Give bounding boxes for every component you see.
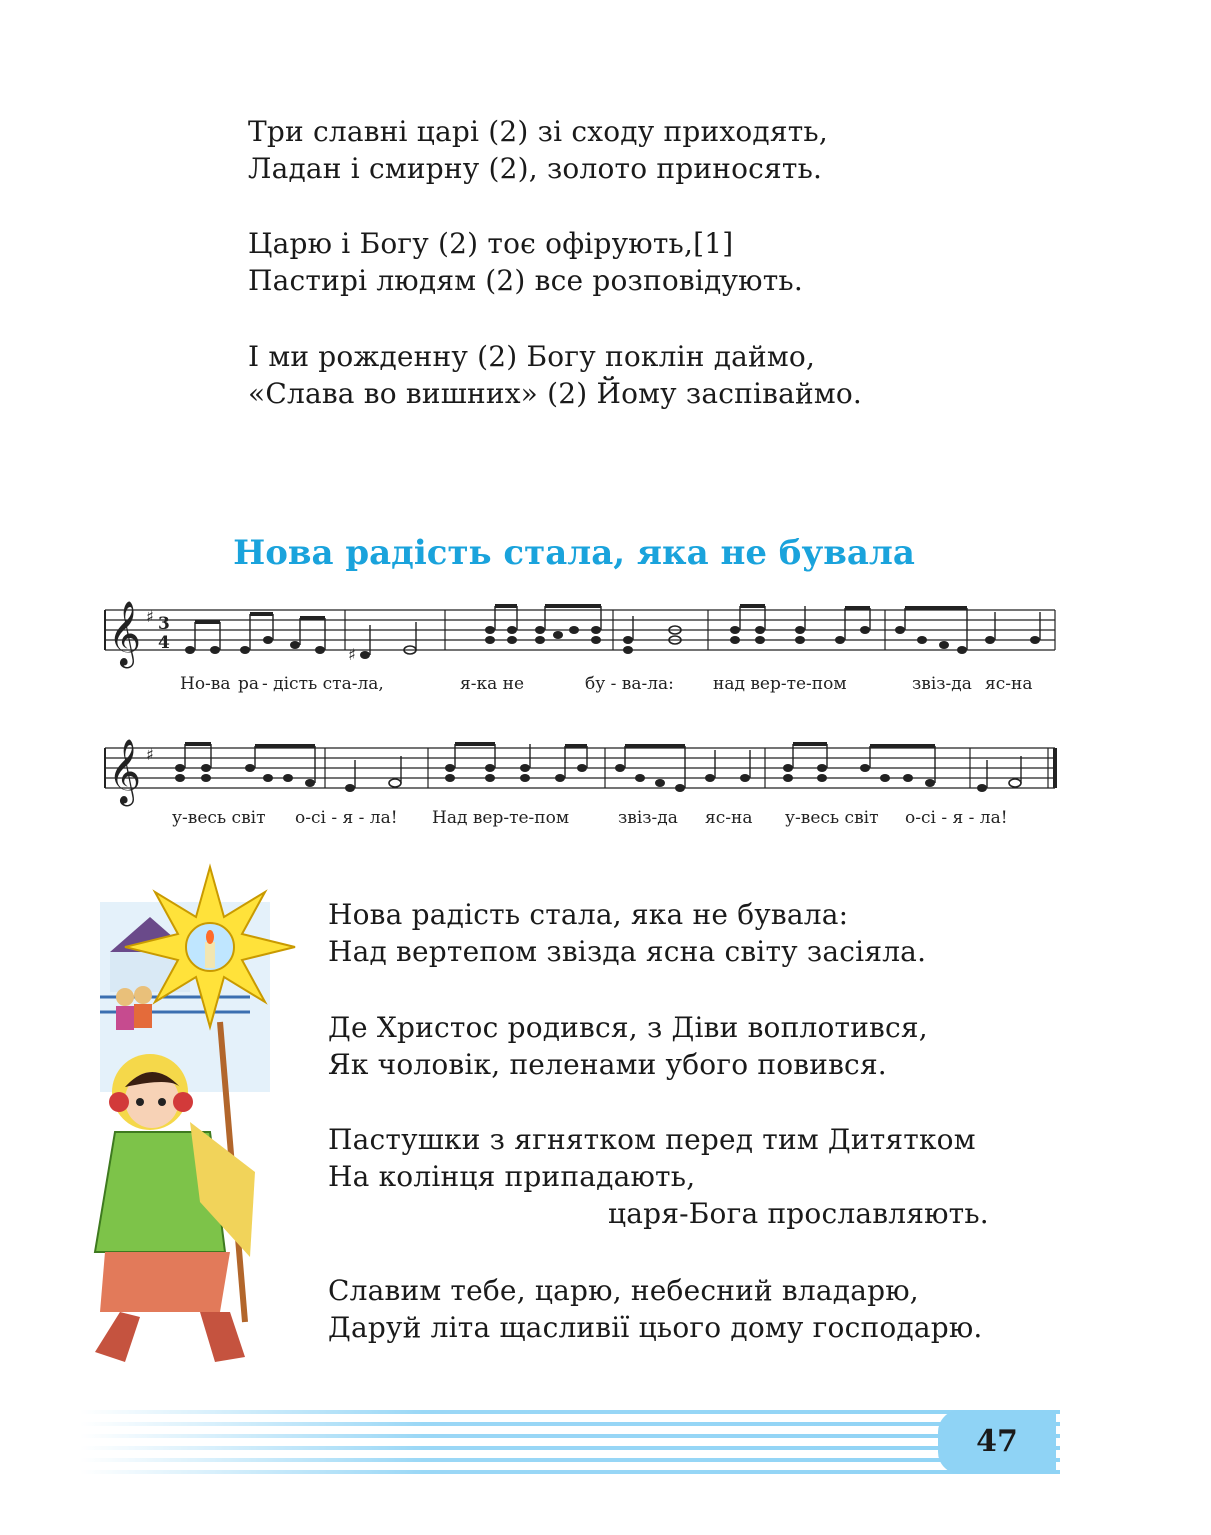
- key-signature-sharp: ♯: [146, 745, 154, 764]
- stanza-5: [328, 1009, 928, 1083]
- stanza-line: Де Христос родився, з Діви воплотився,: [328, 1011, 928, 1044]
- music-staff-2: [100, 738, 1060, 808]
- stanza-line: Як чоловік, пеленами убого повився.: [328, 1048, 887, 1081]
- svg-text:♯: ♯: [348, 645, 356, 664]
- stanza-line: На колінця припадають,: [328, 1160, 696, 1193]
- lyric-syllable: яс-на: [705, 808, 753, 828]
- lyric-syllable: у-весь світ: [785, 808, 879, 828]
- stanza-line: Ладан і смирну (2), золото приносять.: [248, 152, 823, 185]
- lyric-syllable: ра: [238, 674, 260, 694]
- key-signature-sharp: ♯: [146, 607, 154, 626]
- stanza-line: Славим тебе, царю, небесний владарю,: [328, 1274, 919, 1307]
- svg-text:4: 4: [158, 633, 170, 653]
- lyrics-line-1: [0, 674, 1211, 698]
- footer-stripes: [80, 1408, 1060, 1478]
- lyric-syllable: у-весь світ: [172, 808, 266, 828]
- stanza-line: Царю і Богу (2) тоє офірують,[1]: [248, 227, 734, 260]
- stanza-line: І ми рожденну (2) Богу поклін даймо,: [248, 340, 816, 373]
- time-signature: 3: [158, 614, 170, 634]
- lyric-syllable: Над вер-те-пом: [432, 808, 570, 828]
- lyric-syllable: над вер-те-пом: [713, 674, 847, 694]
- stanza-6: [328, 1121, 989, 1232]
- song-title: Нова радість стала, яка не бувала: [233, 533, 915, 573]
- stanza-4: [328, 896, 926, 970]
- lyric-syllable: о-сі - я - ла!: [905, 808, 1008, 828]
- stanza-1: [248, 113, 828, 187]
- stanza-line: «Слава во вишних» (2) Йому заспіваймо.: [248, 377, 863, 410]
- lyrics-line-2: [0, 808, 1211, 832]
- lyric-syllable: бу - ва-ла:: [585, 674, 674, 694]
- stanza-2: [248, 225, 803, 299]
- lyric-syllable: о-сі - я - ла!: [295, 808, 398, 828]
- caroler-girl-with-star-icon: [80, 862, 320, 1382]
- treble-clef-icon: 𝄞: [108, 601, 142, 666]
- stanza-7: [328, 1272, 983, 1346]
- stanza-line: Пастушки з ягнятком перед тим Дитятком: [328, 1123, 976, 1156]
- stanza-line: Над вертепом звізда ясна світу засіяла.: [328, 935, 927, 968]
- stanza-line: Три славні царі (2) зі сходу приходять,: [248, 115, 828, 148]
- lyric-syllable: яс-на: [985, 674, 1033, 694]
- treble-clef-icon: 𝄞: [108, 739, 142, 804]
- lyric-syllable: я-ка не: [460, 674, 525, 694]
- stanza-3: [248, 338, 862, 412]
- stanza-line: царя-Бога прославляють.: [608, 1197, 989, 1230]
- stanza-line: Нова радість стала, яка не бувала:: [328, 898, 849, 931]
- lyric-syllable: Но-ва: [180, 674, 231, 694]
- lyric-syllable: - дість ста-ла,: [262, 674, 384, 694]
- lyric-syllable: звіз-да: [912, 674, 972, 694]
- stanza-line: Пастирі людям (2) все розповідують.: [248, 264, 803, 297]
- page-number: 47: [938, 1410, 1056, 1474]
- lyric-syllable: звіз-да: [618, 808, 678, 828]
- music-staff-1: [100, 600, 1060, 670]
- stanza-line: Даруй літа щасливії цього дому господарю.: [328, 1311, 983, 1344]
